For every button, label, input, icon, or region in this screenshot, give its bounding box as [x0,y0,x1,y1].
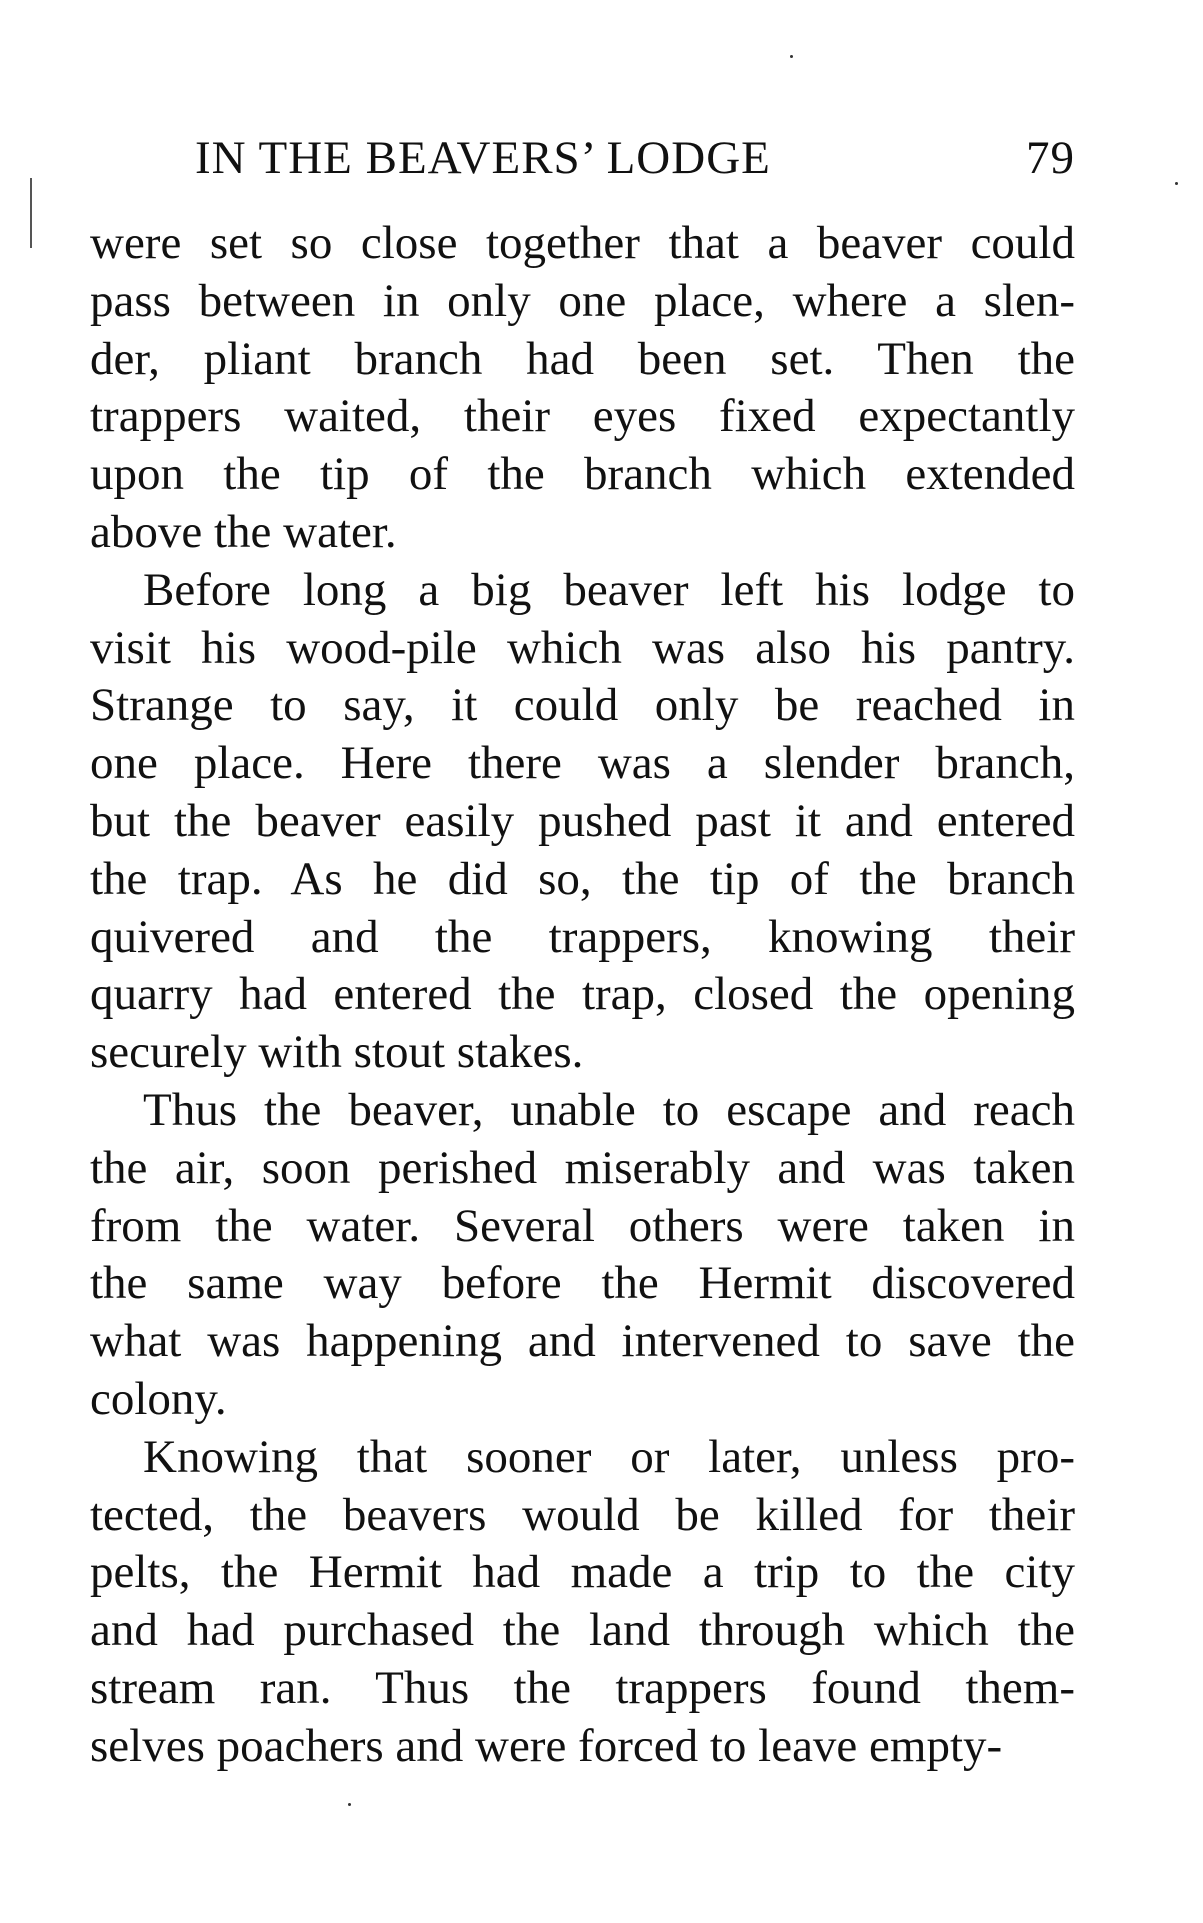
text-line: pass between in only one place, where a slen- [90,274,1075,327]
text-line: selves poachers and were forced to leave empty- [90,1719,1003,1772]
text-line: above the water. [90,505,397,558]
text-line: Thus the beaver, unable to escape and reach [143,1083,1075,1136]
scan-speck [1175,182,1178,185]
page-number: 79 [1026,132,1075,184]
text-line: Strange to say, it could only be reached in [90,679,1075,732]
running-head [195,128,1075,188]
text-line: visit his wood-pile which was also his pantry. [90,621,1075,674]
paragraph [90,215,1075,562]
text-line: stream ran. Thus the trappers found them- [90,1661,1075,1714]
text-line: the air, soon perished miserably and was taken [90,1141,1075,1194]
text-line: quarry had entered the trap, closed the opening [90,968,1075,1021]
text-line: colony. [90,1372,227,1425]
paragraph [90,562,1075,1082]
text-line: the same way before the Hermit discovered [90,1257,1075,1310]
text-line: one place. Here there was a slender branch, [90,737,1075,790]
margin-mark [30,178,32,248]
text-line: trappers waited, their eyes fixed expectantly [90,390,1075,443]
text-line: were set so close together that a beaver could [90,217,1075,269]
text-line: quivered and the trappers, knowing their [90,910,1075,963]
text-line: pelts, the Hermit had made a trip to the city [90,1546,1075,1599]
text-line: Before long a big beaver left his lodge to [143,563,1075,616]
text-line: tected, the beavers would be killed for their [90,1488,1075,1541]
text-line: der, pliant branch had been set. Then the [90,332,1075,385]
text-line: upon the tip of the branch which extended [90,448,1075,501]
paragraph [90,1429,1075,1776]
text-line: Knowing that sooner or later, unless pro- [143,1430,1075,1483]
text-line: and had purchased the land through which the [90,1604,1075,1657]
paragraph [90,1082,1075,1429]
text-line: but the beaver easily pushed past it and entered [90,794,1075,847]
body-text [90,215,1075,1776]
text-line: the trap. As he did so, the tip of the branch [90,852,1075,905]
scan-speck [348,1803,351,1806]
text-line: what was happening and intervened to save the [90,1315,1075,1368]
chapter-title: IN THE BEAVERS’ LODGE [195,132,771,184]
scan-speck [790,55,793,58]
text-line: securely with stout stakes. [90,1026,584,1079]
text-line: from the water. Several others were taken in [90,1199,1075,1252]
